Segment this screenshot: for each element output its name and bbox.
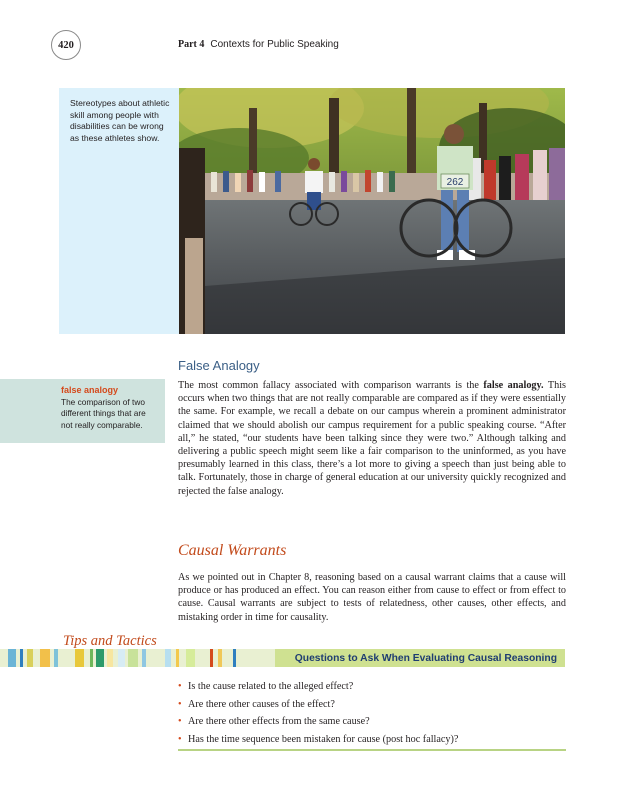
paragraph-causal-warrants: As we pointed out in Chapter 8, reasoning based on a causal warrant claims that a cause will produce or has produced an effect. You can reason either from cause to effect or from effect to cause. Causal warrants are subject to tests of relatedness, other causes, other effects, and mistaking order in time for causality. <box>178 572 566 623</box>
running-head <box>178 39 339 50</box>
causal-warrants-heading: Causal Warrants <box>178 542 287 559</box>
photo-wheelchair-race <box>179 88 565 334</box>
divider <box>178 749 566 751</box>
paragraph-false-analogy <box>178 379 566 498</box>
race-bib-number: 262 <box>446 177 464 188</box>
tips-list <box>178 678 458 748</box>
paragraph-text: The most common fallacy associated with comparison warrants is the <box>178 380 484 391</box>
list-item: • Is the cause related to the alleged effect? <box>178 678 458 696</box>
page-number: 420 <box>51 30 81 60</box>
list-item: • Has the time sequence been mistaken for cause (post hoc fallacy)? <box>178 731 458 749</box>
glossary-definition <box>0 379 165 443</box>
tips-label: Tips and Tactics <box>63 633 157 649</box>
bold-term: false analogy. <box>483 380 544 391</box>
glossary-text: The comparison of two different things that are not really comparable. <box>61 397 146 430</box>
paragraph-text: This occurs when two things that are not really comparable are compared as if they were essentially the same. For example, we recall a debate on our campus wherein a prominent administrator claimed that we should abolish our campus requirement for a public speaking course. “After all,” he stated, “our students have been talking since they were two.” Although talking and delivering a public speech might seem like a fair comparison to the uninformed, as you have presumably learned in this class, there’s a lot more to giving a speech than just being able to talk. Fortunately, those in charge of general education at our university quickly recognized and rejected the false analogy. <box>178 380 566 497</box>
photo-caption: Stereotypes about athletic skill among people with disabilities can be wrong as these athletes show. <box>59 88 179 334</box>
part-title: Contexts for Public Speaking <box>210 39 339 50</box>
section-heading: False Analogy <box>178 358 260 373</box>
glossary-term: false analogy <box>61 385 119 395</box>
list-item: • Are there other causes of the effect? <box>178 696 458 714</box>
tips-title: Questions to Ask When Evaluating Causal Reasoning <box>275 649 565 667</box>
list-item: • Are there other effects from the same cause? <box>178 713 458 731</box>
part-label: Part 4 <box>178 39 205 50</box>
photo-illustration <box>179 88 565 334</box>
